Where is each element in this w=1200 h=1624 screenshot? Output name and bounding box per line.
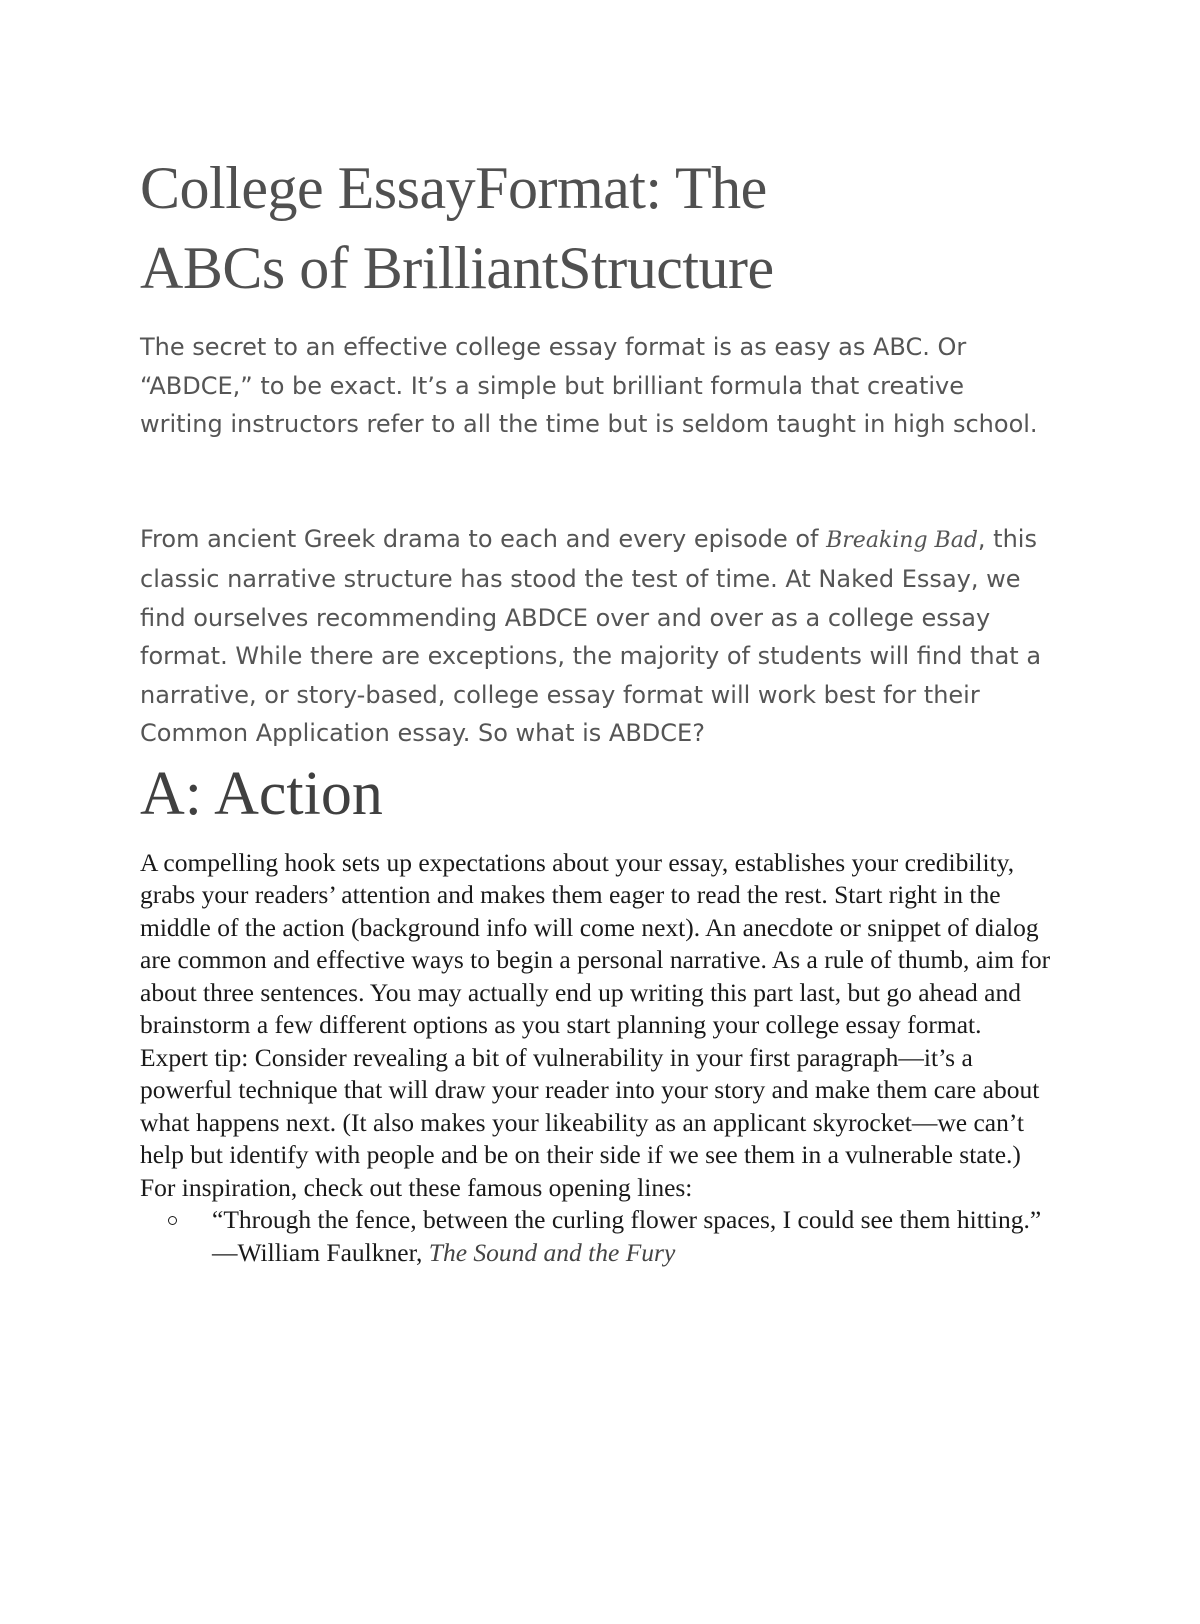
title-line-2: ABCs of BrilliantStructure <box>140 235 774 301</box>
intro-paragraph-1: The secret to an effective college essay format is as easy as ABC. Or “ABDCE,” to be exact. It’s a simple but brilliant formula that creative writing instructors refer to all the time but is seldom taught in high school. <box>140 333 1038 438</box>
list-item <box>168 1204 1042 1269</box>
opening-lines-list <box>140 1204 1060 1269</box>
show-title-italic: Breaking Bad <box>826 527 978 553</box>
title-line-1: College EssayFormat: The <box>140 155 767 221</box>
intro-paragraph-2-end: , this classic narrative structure has stood the test of time. At Naked Essay, we find ourselves recommending ABDCE over and over as a college essay format. While there are exceptions, the majority of students will find that a narrative, or story-based, college essay format will work best for their Common Application essay. So what is ABDCE? <box>140 524 1042 747</box>
expert-tip-paragraph: Expert tip: Consider revealing a bit of vulnerability in your first paragraph—it’s a powerful technique that will draw your reader into your story and make them care about what happens next. (It also makes your likeability as an applicant skyrocket—we can’t help but identify with people and be on their side if we see them in a vulnerable state.) <box>140 1042 1040 1169</box>
document-page <box>140 148 1060 1269</box>
quote-source: The Sound and the Fury <box>428 1237 676 1267</box>
intro-paragraph-2-start: From ancient Greek drama to each and every episode of <box>140 524 827 553</box>
action-paragraph: A compelling hook sets up expectations about your essay, establishes your credibility, grabs your readers’ attention and makes them eager to read the rest. Start right in the middle of the action (background info will come next). An anecdote or snippet of dialog are common and effective ways to begin a personal narrative. As a rule of thumb, aim for about three sentences. You may actually end up writing this part last, but go ahead and brainstorm a few different options as you start planning your college essay format. <box>140 847 1051 1039</box>
page-title <box>140 148 1060 308</box>
quote-text: “Through the fence, between the curling flower spaces, I could see them hitting.” —William Faulkner, <box>212 1205 1042 1267</box>
inspiration-line: For inspiration, check out these famous opening lines: <box>140 1172 693 1202</box>
intro-paragraph-2 <box>140 520 1050 753</box>
section-heading-action: A: Action <box>140 759 383 828</box>
hollow-circle-bullet-icon <box>168 1216 177 1225</box>
